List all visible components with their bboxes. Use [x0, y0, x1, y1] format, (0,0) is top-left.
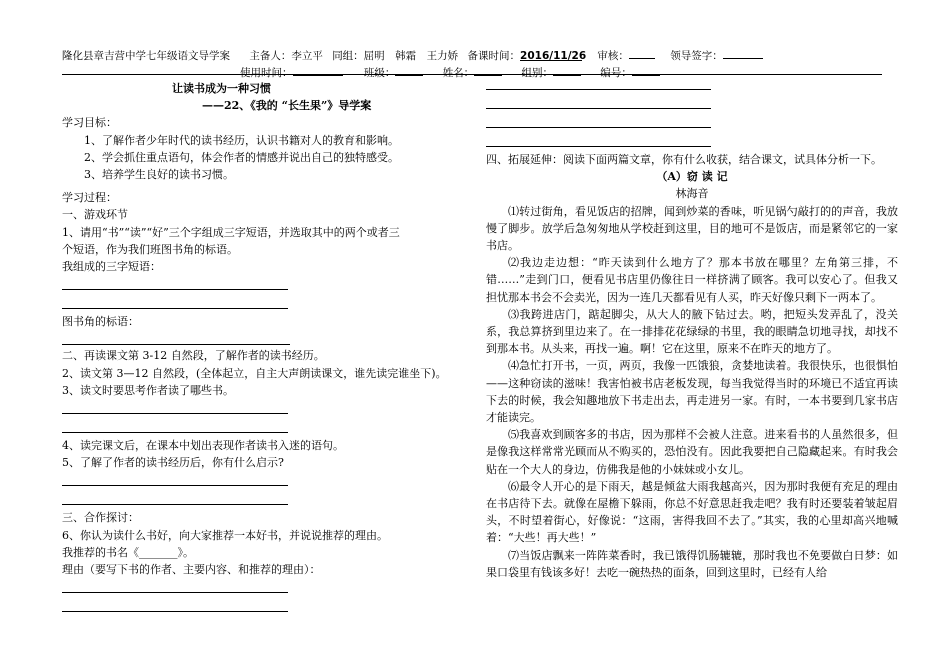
goal-item: 2、学会抓住重点语句，体会作者的情感并说出自己的独特感受。 — [84, 150, 399, 164]
article-paragraph: ⑴转过街角，看见饭店的招牌，闻到炒菜的香味，听见锅勺敲打的的声音，我放慢了脚步。放学后急匆匆地从学校赶到这里，目的地可不是饭店，而是紧邻它的一家书店。 — [486, 204, 898, 253]
header-divider — [62, 74, 882, 75]
page-header — [62, 47, 882, 81]
question-2: 2、读文第 3—12 自然段，(全体起立，自主大声朗读课文，谁先读完谁坐下)。 — [62, 366, 447, 380]
question-6: 6、你认为读什么书好，向大家推荐一本好书，并说说推荐的理由。 — [62, 528, 388, 542]
right-column — [486, 80, 898, 581]
goal-item: 3、培养学生良好的读书习惯。 — [84, 168, 234, 182]
article-paragraph: ⑺当饭店飘来一阵阵菜香时，我已饿得饥肠辘辘，那时我也不免要做白日梦：如果口袋里有钱该多好！去吃一碗热热的面条，回到这里时，已经有人给 — [486, 548, 898, 579]
answer-line[interactable] — [486, 80, 711, 90]
preparer: 主备人：李立平 — [249, 50, 323, 62]
goal-item: 1、了解作者少年时代的读书经历，认识书籍对人的教育和影响。 — [84, 133, 399, 147]
section-3-heading: 三、合作探讨： — [62, 511, 139, 525]
answer-line[interactable] — [486, 94, 711, 109]
answer-line[interactable] — [62, 418, 288, 433]
answer-line[interactable] — [62, 578, 288, 593]
section-2-heading: 二、再读课文第 3-12 自然段，了解作者的读书经历。 — [62, 349, 325, 363]
title-sub: ——22、《我的 “长生果”》导学案 — [202, 99, 372, 113]
review-blank[interactable] — [629, 47, 655, 59]
goals-heading: 学习目标： — [62, 116, 117, 130]
question-3: 3、读文时要思考作者读了哪些书。 — [62, 383, 234, 397]
question-1-line1: 1、请用“书”“读”“好”三个字组成三字短语，并选取其中的两个或者三 — [62, 225, 400, 239]
answer-line[interactable] — [62, 471, 288, 486]
answer-line[interactable] — [62, 275, 288, 290]
left-column — [62, 80, 472, 616]
section-1-heading: 一、游戏环节 — [62, 208, 128, 222]
article-paragraph: ⑶我跨进店门，踮起脚尖，从大人的腋下钻过去。哟，把短头发弄乱了，没关系，我总算挤到里边来了。在一排排花花绿绿的书里，我的眼睛急切地寻找，却找不到那本书。从头来，再找一遍。啊！它在这里，原来不在昨天的地方了。 — [486, 307, 898, 356]
process-heading: 学习过程： — [62, 191, 117, 205]
school-course: 隆化县章吉营中学七年级语文导学案 — [62, 50, 230, 62]
leader-sign-label: 领导签字： — [670, 50, 723, 62]
title-main: 让读书成为一种习惯 — [172, 82, 271, 95]
review-label: 审核： — [597, 50, 629, 62]
answer-line[interactable] — [62, 490, 288, 505]
slogan-label: 图书角的标语： — [62, 315, 139, 329]
answer-line[interactable] — [486, 113, 711, 128]
leader-sign-blank[interactable] — [723, 47, 763, 59]
number-label: 编号： — [600, 67, 632, 79]
article-paragraph: ⑹最令人开心的是下雨天，越是倾盆大雨我越高兴，因为那时我便有充足的理由在书店待下去。就像在屋檐下躲雨，你总不好意思赶我走吧？我有时还要装着皱起眉头，不时望着街心，好像说：“这雨，害得我回不去了。”其实，我的心里却高兴地喊着：“大些！再大些！” — [486, 479, 898, 545]
answer-line[interactable] — [62, 597, 288, 612]
question-5: 5、了解了作者的读书经历后，你有什么启示? — [62, 456, 284, 470]
prep-date: 2016/11/26 — [520, 50, 587, 62]
section-4-heading: 四、拓展延伸：阅读下面两篇文章，你有什么收获，结合课文，试具体分析一下。 — [486, 153, 882, 166]
name-label: 姓名： — [442, 67, 475, 79]
group-members: 同组：屈明 韩霜 王力娇 — [332, 50, 459, 62]
question-1-line2: 个短语，作为我们班图书角的标语。 — [62, 242, 238, 256]
article-author: 林海音 — [675, 187, 709, 201]
answer-line[interactable] — [62, 294, 288, 309]
answer-line[interactable] — [62, 399, 288, 414]
use-time-label: 使用时间： — [240, 67, 293, 79]
article-paragraph: ⑵我边走边想：“昨天读到什么地方了？那本书放在哪里？左角第三排，不错……”走到门口，便看见书店里仍像往日一样挤满了顾客。我可以安心了。但我又担忧那本书会不会卖光，因为一连几天都看见有人买，昨天好像只剩下一两本了。 — [486, 256, 898, 304]
answer-line[interactable] — [486, 132, 711, 147]
article-paragraph: ⑸我喜欢到顾客多的书店，因为那样不会被人注意。进来看书的人虽然很多，但是像我这样常常光顾而从不购买的，恐怕没有。因此我要把自己隐藏起来。有时我会贴在一个大人的身边，仿佛我是他的小妹妹或小女儿。 — [486, 428, 898, 476]
article-paragraph: ⑷急忙打开书，一页，两页，我像一匹饿狼，贪婪地读着。我很快乐，也很惧怕——这种窃读的滋味！我害怕被书店老板发现，每当我觉得当时的环境已不适宜再读下去的时候，我会知趣地放下书走出去，再走进另一家。有时，一本书要到几家书店才能读完。 — [486, 359, 898, 425]
class-label: 班级： — [363, 67, 396, 79]
answer-line[interactable] — [62, 330, 290, 345]
reason-label: 理由（要写下书的作者、主要内容、和推荐的理由）： — [62, 563, 321, 577]
prep-time-label: 备课时间： — [467, 50, 521, 62]
question-4: 4、读完课文后，在课本中划出表现作者读书入迷的语句。 — [62, 439, 344, 453]
recommend-book: 我推荐的书名《_______》。 — [62, 545, 194, 559]
article-title: （A）窃 读 记 — [656, 170, 728, 184]
phrases-label: 我组成的三字短语： — [62, 260, 161, 274]
team-label: 组别： — [521, 67, 554, 79]
